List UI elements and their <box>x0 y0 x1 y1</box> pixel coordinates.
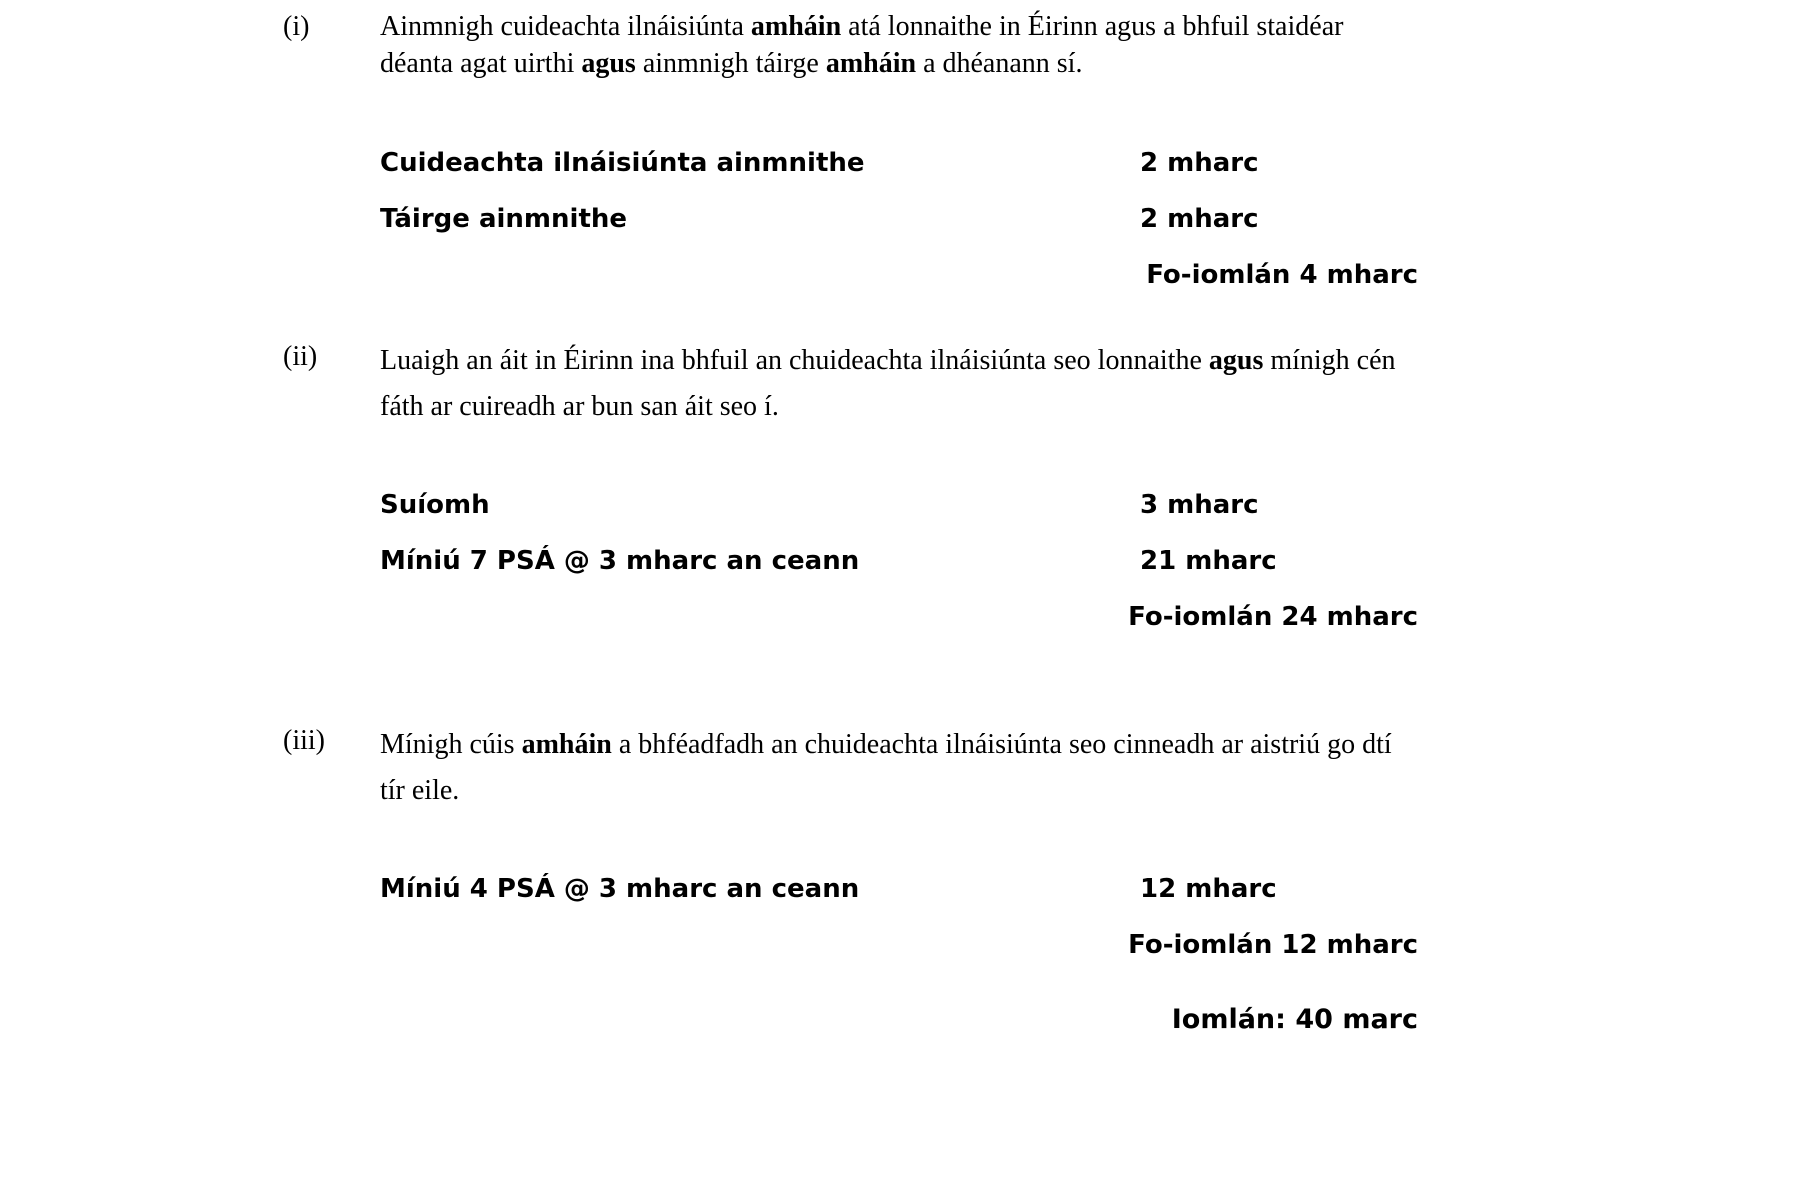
question-number: (iii) <box>283 725 325 756</box>
section-i-question-row <box>283 8 1818 144</box>
section-iii-question-row <box>283 722 1818 870</box>
question-text-segment-bold: amháin <box>750 11 842 42</box>
question-content <box>380 338 1418 486</box>
marks-block <box>380 870 1418 964</box>
grand-total: Iomlán: 40 marc <box>1171 1004 1418 1035</box>
question-text-segment: Ainmnigh cuideachta ilnáisiúnta <box>380 11 751 42</box>
section-iii <box>283 722 1818 964</box>
question-content <box>380 8 1418 144</box>
spacer <box>283 964 1818 1000</box>
mark-label: Cuideachta ilnáisiúnta ainmnithe <box>380 148 865 178</box>
subtotal: Fo-iomlán 24 mharc <box>1128 602 1418 632</box>
mark-label: Míniú 7 PSÁ @ 3 mharc an ceann <box>380 546 860 576</box>
mark-value: 21 mharc <box>1140 546 1277 576</box>
mark-value: 2 mharc <box>1140 204 1259 234</box>
section-i <box>283 8 1818 294</box>
subtotal: Fo-iomlán 12 mharc <box>1128 930 1418 960</box>
mark-row <box>380 144 1418 182</box>
question-text-segment: a bhféadfadh an chuideachta ilnáisiúnta seo cinneadh ar aistriú go dtí tír eile. <box>380 729 1392 806</box>
question-content <box>380 722 1418 870</box>
marks-block <box>380 486 1418 636</box>
question-text-segment-bold: amháin <box>521 729 612 760</box>
subtotal: Fo-iomlán 4 mharc <box>1146 260 1418 290</box>
question-text <box>380 338 1418 430</box>
question-text-segment-bold: agus <box>1208 345 1264 376</box>
mark-label: Míniú 4 PSÁ @ 3 mharc an ceann <box>380 874 860 904</box>
question-text-segment: Mínigh cúis <box>380 729 522 760</box>
spacer <box>283 636 1818 722</box>
mark-row <box>380 200 1418 238</box>
mark-label: Táirge ainmnithe <box>380 204 628 234</box>
section-ii-question-row <box>283 338 1818 486</box>
marks-block <box>380 144 1418 294</box>
mark-value: 12 mharc <box>1140 874 1277 904</box>
section-ii <box>283 338 1818 636</box>
spacer <box>283 294 1818 338</box>
mark-value: 3 mharc <box>1140 490 1259 520</box>
question-text <box>380 722 1418 814</box>
mark-row <box>380 542 1418 580</box>
question-text-segment: mínigh cén fáth ar cuireadh ar bun san áit seo í. <box>380 345 1396 422</box>
mark-label: Suíomh <box>380 490 490 520</box>
question-text-segment: ainmnigh táirge <box>635 48 826 79</box>
question-text-segment: a dhéanann sí. <box>916 48 1083 79</box>
question-text-segment-bold: amháin <box>825 48 917 79</box>
question-text-segment: Luaigh an áit in Éirinn ina bhfuil an chuideachta ilnáisiúnta seo lonnaithe <box>380 345 1209 376</box>
mark-row <box>380 870 1418 908</box>
question-number: (ii) <box>283 341 318 372</box>
question-text-segment: atá lonnaithe in Éirinn agus a bhfuil staidéar déanta agat uirthi <box>380 11 1344 79</box>
question-text <box>380 8 1418 82</box>
question-number: (i) <box>283 11 310 42</box>
mark-row <box>380 486 1418 524</box>
question-text-segment-bold: agus <box>581 48 636 79</box>
mark-value: 2 mharc <box>1140 148 1259 178</box>
